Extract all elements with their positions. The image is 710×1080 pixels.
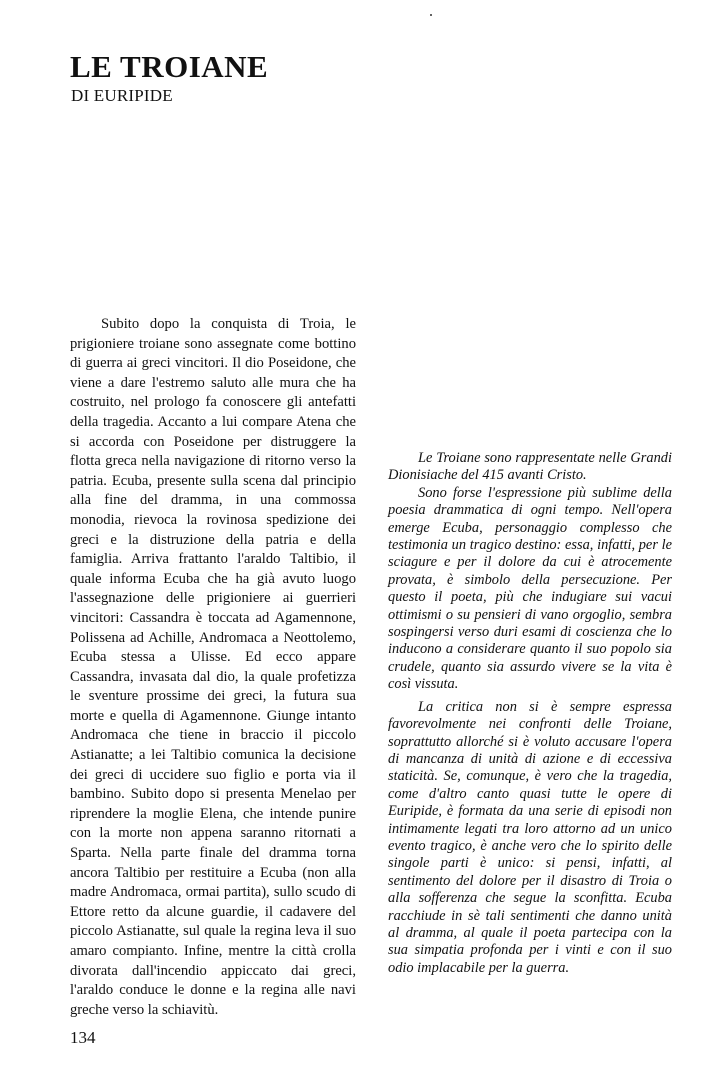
commentary-paragraph-2: Sono forse l'espressione più sublime della poesia drammatica di ogni tempo. Nell'opera emerge Ecuba, personaggio complesso che testimonia un tragico destino: essa, infatti, per le sciagure e per il dolore da cui è atrocemente provata, è simbolo della persecuzione. Per questo il poeta, più che indugiare sui vacui ottimismi o su pensieri di vano orgoglio, sembra sospingersi verso duri esami di coscienza che lo inducono a considerare quanto il suo popolo sia crudele, quanto sia assurdo vivere se la vita è così vissuta. (388, 484, 672, 693)
page-subtitle: DI EURIPIDE (71, 86, 173, 105)
page-number: 134 (70, 1028, 96, 1047)
page-title: LE TROIANE (70, 49, 269, 84)
plot-summary-column (70, 315, 356, 1020)
commentary-column (388, 450, 672, 977)
commentary-paragraph-1: Le Troiane sono rappresentate nelle Grandi Dionisiache del 415 avanti Cristo. (388, 450, 672, 484)
print-speck (430, 14, 432, 16)
commentary-paragraph-3: La critica non si è sempre espressa favorevolmente nei confronti delle Troiane, soprattutto allorché si è voluto accusare l'opera di mancanza di unità di azione e di eccessiva staticità. Se, comunque, è vero che la tragedia, come d'altro canto quasi tutte le opere di Euripide, è formata da una serie di episodi non intimamente legati tra loro attorno ad un unico evento tragico, è anche vero che lo spirito delle singole parti è unico: si pensi, infatti, al sentimento del dolore per il disastro di Troia o alla sofferenza che segue la sconfitta. Ecuba racchiude in sè tali sentimenti che danno unità al dramma, al quale il poeta partecipa con la sua simpatia profonda per i vinti e con il suo odio implacabile per la guerra. (388, 698, 672, 976)
plot-summary-paragraph: Subito dopo la conquista di Troia, le prigioniere troiane sono assegnate come bottino di guerra ai greci vincitori. Il dio Poseidone, che viene a dare l'estremo saluto alle mura che ha costruito, nel prologo fa conoscere gli antefatti della tragedia. Accanto a lui compare Atena che si accorda con Poseidone per distruggere la flotta greca nella navigazione di ritorno verso la patria. Ecuba, presente sulla scena dal principio alla fine del dramma, in una commossa monodia, rievoca la rovinosa spedizione dei greci e la distruzione della patria e della famiglia. Arriva frattanto l'araldo Taltibio, il quale informa Ecuba che ha già avuto luogo l'assegnazione delle prigioniere ai guerrieri vincitori: Cassandra è toccata ad Agamennone, Polissena ad Achille, Andromaca a Neottolemo, Ecuba stessa a Ulisse. Ed ecco appare Cassandra, invasata dal dio, la quale profetizza le sventure prossime dei greci, la futura sua morte e quella di Agamennone. Giunge intanto Andromaca che tiene in braccio il piccolo Astianatte; a lei Taltibio comunica la decisione dei greci di uccidere suo figlio e porta via il bambino. Subito dopo si presenta Menelao per riprendere la moglie Elena, che intende punire con la morte non appena saranno ritornati a Sparta. Nella parte finale del dramma torna ancora Taltibio per restituire a Ecuba (non alla madre Andromaca, ormai partita), sullo scudo di Ettore retto da alcune guardie, il cadavere del piccolo Astianatte, sul quale la regina leva il suo amaro compianto. Infine, mentre la città crolla divorata dall'incendio appiccato dai greci, l'araldo conduce le donne e la regina alle navi greche verso la schiavitù. (70, 316, 356, 1018)
